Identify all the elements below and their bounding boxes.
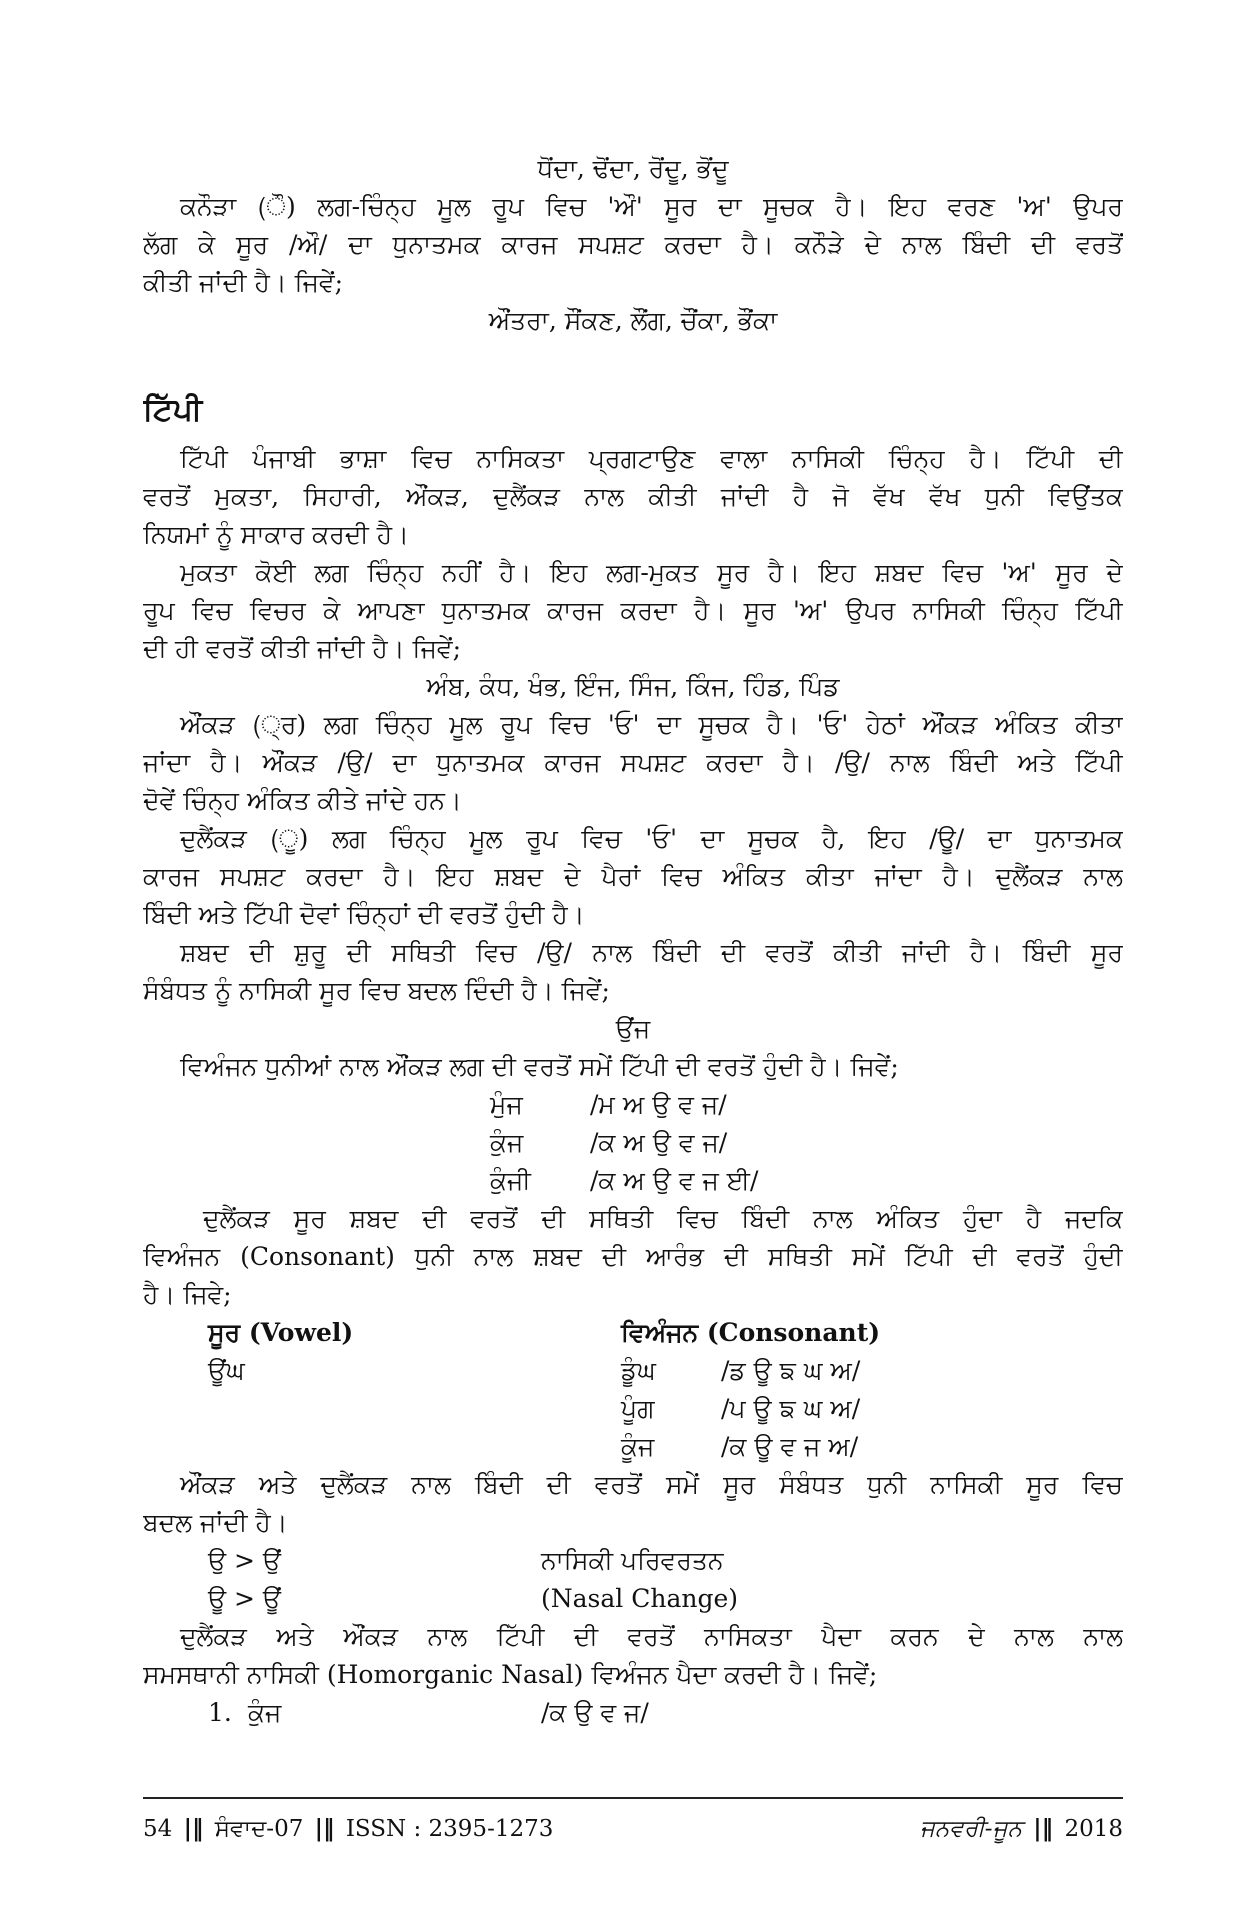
paragraph-line: ਸਮਸਥਾਨੀ ਨਾਸਿਕੀ (Homorganic Nasal) ਵਿਅੰਜਨ ਪੈਦਾ ਕਰਦੀ ਹੈ। ਜਿਵੇਂ; [143,1660,878,1689]
paragraph-line: ਹੈ। ਜਿਵੇ; [143,1280,232,1309]
nasal-label: ਨਾਸਿਕੀ ਪਰਿਵਰਤਨ [541,1546,724,1575]
issn: ISSN : 2395-1273 [345,1816,554,1842]
footer-right [920,1812,1123,1846]
paragraph-line: ਨਿਯਮਾਂ ਨੂੰ ਸਾਕਾਰ ਕਰਦੀ ਹੈ। [143,520,409,549]
page-number: 54 [143,1816,173,1842]
separator: |‖ [183,1815,204,1842]
paragraph-line: ਔਂਕੜ ਅਤੇ ਦੁਲੈਂਕੜ ਨਾਲ ਬਿੰਦੀ ਦੀ ਵਰਤੋਂ ਸਮੇਂ ਸੂਰ ਸੰਬੰਧਤ ਧੁਨੀ ਨਾਸਿਕੀ ਸੂਰ ਵਿਚ [180,1470,1123,1499]
example-word: ਕੁੰਜੀ [490,1166,531,1195]
consonant-word: ਕੂੰਜ [621,1432,655,1461]
table-row [143,1352,1123,1390]
nasal-rule: ਊ > ਊਂ [208,1584,281,1613]
paragraph-line: ਦੀ ਹੀ ਵਰਤੋਂ ਕੀਤੀ ਜਾਂਦੀ ਹੈ। ਜਿਵੇਂ; [143,634,462,663]
paragraph-line: ਟਿੱਪੀ ਪੰਜਾਬੀ ਭਾਸ਼ਾ ਵਿਚ ਨਾਸਿਕਤਾ ਪ੍ਰਗਟਾਉਣ ਵਾਲਾ ਨਾਸਿਕੀ ਚਿੰਨ੍ਹ ਹੈ। ਟਿੱਪੀ ਦੀ [180,444,1123,473]
paragraph-line: ਸ਼ਬਦ ਦੀ ਸ਼ੁਰੂ ਦੀ ਸਥਿਤੀ ਵਿਚ /ਉ/ ਨਾਲ ਬਿੰਦੀ ਦੀ ਵਰਤੋਂ ਕੀਤੀ ਜਾਂਦੀ ਹੈ। ਬਿੰਦੀ ਸੂਰ [180,938,1123,967]
example-word: ਕੁੰਜ [490,1128,524,1157]
example-phonemes: /ਮ ਅ ਉ ਵ ਜ/ [590,1090,727,1119]
paragraph-line: ਵਿਅੰਜਨ (Consonant) ਧੁਨੀ ਨਾਲ ਸ਼ਬਦ ਦੀ ਆਰੰਭ ਦੀ ਸਥਿਤੀ ਸਮੇਂ ਟਿੱਪੀ ਦੀ ਵਰਤੋਂ ਹੁੰਦੀ [143,1242,1123,1271]
consonant-word: ਪੂੰਗ [621,1394,655,1423]
paragraph-line: ਵਰਤੋਂ ਮੁਕਤਾ, ਸਿਹਾਰੀ, ਔਂਕੜ, ਦੁਲੈਂਕੜ ਨਾਲ ਕੀਤੀ ਜਾਂਦੀ ਹੈ ਜੋ ਵੱਖ ਵੱਖ ਧੁਨੀ ਵਿਉਂਤਕ [143,482,1123,511]
paragraph-line: ਦੋਵੇਂ ਚਿੰਨ੍ਹ ਅੰਕਿਤ ਕੀਤੇ ਜਾਂਦੇ ਹਨ। [143,786,462,815]
table-row [143,1428,1123,1466]
example-word-unj: ਉਂਜ [615,1014,651,1043]
example-word: ਮੁੰਜ [490,1090,523,1119]
issue-period: ਜਨਵਰੀ-ਜੂਨ [919,1816,1022,1842]
consonant-column-header: ਵਿਅੰਜਨ (Consonant) [621,1318,881,1347]
journal-name: ਸੰਵਾਦ-07 [214,1816,304,1842]
section-heading-tippi: ਟਿੱਪੀ [143,392,203,428]
paragraph-line: ਵਿਅੰਜਨ ਧੁਨੀਆਂ ਨਾਲ ਔਂਕੜ ਲਗ ਦੀ ਵਰਤੋਂ ਸਮੇਂ ਟਿੱਪੀ ਦੀ ਵਰਤੋਂ ਹੁੰਦੀ ਹੈ। ਜਿਵੇਂ; [180,1052,899,1081]
example-phonemes: /ਕ ਅ ਉ ਵ ਜ ਈ/ [590,1166,759,1195]
paragraph-line: ਦੁਲੈਂਕੜ (ੂ) ਲਗ ਚਿੰਨ੍ਹ ਮੂਲ ਰੂਪ ਵਿਚ 'ਓ' ਦਾ ਸੂਚਕ ਹੈ, ਇਹ /ਊ/ ਦਾ ਧੁਨਾਤਮਕ [180,824,1123,853]
example-phonemes: /ਕ ਅ ਉ ਵ ਜ/ [590,1128,728,1157]
example-words-aunntra: ਔਂਤਰਾ, ਸੌਂਕਣ, ਲੌਂਗ, ਚੌਂਕਾ, ਭੌਂਕਾ [488,306,778,335]
paragraph-line: ਰੂਪ ਵਿਚ ਵਿਚਰ ਕੇ ਆਪਣਾ ਧੁਨਾਤਮਕ ਕਾਰਜ ਕਰਦਾ ਹੈ। ਸੂਰ 'ਅ' ਉਪਰ ਨਾਸਿਕੀ ਚਿੰਨ੍ਹ ਟਿੱਪੀ [143,596,1123,625]
paragraph-line: ਮੁਕਤਾ ਕੋਈ ਲਗ ਚਿੰਨ੍ਹ ਨਹੀਂ ਹੈ। ਇਹ ਲਗ-ਮੁਕਤ ਸੂਰ ਹੈ। ਇਹ ਸ਼ਬਦ ਵਿਚ 'ਅ' ਸੂਰ ਦੇ [180,558,1123,587]
example-word: ਕੁੰਜ [248,1698,282,1727]
footer-left [143,1812,553,1846]
consonant-phonemes: /ਪ ਊ ਙ ਘ ਅ/ [721,1394,861,1423]
vowel-example: ਊਂਘ [208,1356,245,1385]
vowel-column-header: ਸੂਰ (Vowel) [208,1318,354,1347]
paragraph-line: ਬਿੰਦੀ ਅਤੇ ਟਿੱਪੀ ਦੋਵਾਂ ਚਿੰਨ੍ਹਾਂ ਦੀ ਵਰਤੋਂ ਹੁੰਦੀ ਹੈ। [143,900,585,929]
item-number: 1. [208,1698,232,1727]
example-phonemes: /ਕ ਉ ਵ ਜ/ [541,1698,649,1727]
paragraph-line: ਕਨੌੜਾ (ੌ) ਲਗ-ਚਿੰਨ੍ਹ ਮੂਲ ਰੂਪ ਵਿਚ 'ਔ' ਸੂਰ ਦਾ ਸੂਚਕ ਹੈ। ਇਹ ਵਰਣ 'ਅ' ਉਪਰ [180,192,1123,221]
example-words-dhonda: ਧੋਂਦਾ, ਢੋਂਦਾ, ਰੋਂਦੂ, ਭੋਂਦੂ [537,154,729,183]
consonant-phonemes: /ਡ ਊ ਙ ਘ ਅ/ [721,1356,861,1385]
nasal-rule: ਉ > ਉਂ [208,1546,281,1575]
table-row [143,1390,1123,1428]
example-row [143,1124,1123,1162]
table-header-row [143,1314,1123,1352]
paragraph-line: ਦੁਲੈਂਕੜ ਅਤੇ ਔਂਕੜ ਨਾਲ ਟਿੱਪੀ ਦੀ ਵਰਤੋਂ ਨਾਸਿਕਤਾ ਪੈਦਾ ਕਰਨ ਦੇ ਨਾਲ ਨਾਲ [180,1622,1123,1651]
example-row [143,1086,1123,1124]
paragraph-line: ਕੀਤੀ ਜਾਂਦੀ ਹੈ। ਜਿਵੇਂ; [143,268,344,297]
year: 2018 [1064,1816,1123,1842]
paragraph-line: ਜਾਂਦਾ ਹੈ। ਔਂਕੜ /ਉ/ ਦਾ ਧੁਨਾਤਮਕ ਕਾਰਜ ਸਪਸ਼ਟ ਕਰਦਾ ਹੈ। /ਉ/ ਨਾਲ ਬਿੰਦੀ ਅਤੇ ਟਿੱਪੀ [143,748,1123,777]
example-row [143,1162,1123,1200]
paragraph-line: ਦੁਲੈਂਕੜ ਸੂਰ ਸ਼ਬਦ ਦੀ ਵਰਤੋਂ ਦੀ ਸਥਿਤੀ ਵਿਚ ਬਿੰਦੀ ਨਾਲ ਅੰਕਿਤ ਹੁੰਦਾ ਹੈ ਜਦਕਿ [203,1204,1123,1233]
paragraph-line: ਬਦਲ ਜਾਂਦੀ ਹੈ। [143,1508,288,1537]
paragraph-line: ਔਂਕੜ (੍ਰ) ਲਗ ਚਿੰਨ੍ਹ ਮੂਲ ਰੂਪ ਵਿਚ 'ਓ' ਦਾ ਸੂਚਕ ਹੈ। 'ਓ' ਹੇਠਾਂ ਔਂਕੜ ਅੰਕਿਤ ਕੀਤਾ [180,710,1123,739]
separator: |‖ [1033,1815,1054,1842]
consonant-phonemes: /ਕ ਊ ਵ ਜ ਅ/ [721,1432,859,1461]
consonant-word: ਡੂੰਘ [621,1356,656,1385]
separator: |‖ [314,1815,335,1842]
nasal-change-row [143,1542,1123,1580]
paragraph-line: ਲੱਗ ਕੇ ਸੂਰ /ਔ/ ਦਾ ਧੁਨਾਤਮਕ ਕਾਰਜ ਸਪਸ਼ਟ ਕਰਦਾ ਹੈ। ਕਨੌੜੇ ਦੇ ਨਾਲ ਬਿੰਦੀ ਦੀ ਵਰਤੋਂ [143,230,1123,259]
example-words-amb: ਅੰਬ, ਕੰਧ, ਖੰਭ, ਇੰਜ, ਸਿੰਜ, ਕਿੰਜ, ਹਿੰਡ, ਪਿੰਡ [426,672,840,701]
paragraph-line: ਸੰਬੰਧਤ ਨੂੰ ਨਾਸਿਕੀ ਸੂਰ ਵਿਚ ਬਦਲ ਦਿੰਦੀ ਹੈ। ਜਿਵੇਂ; [143,976,610,1005]
footer-divider [143,1797,1123,1799]
nasal-label: (Nasal Change) [541,1584,738,1613]
page-footer [143,1812,1123,1846]
paragraph-line: ਕਾਰਜ ਸਪਸ਼ਟ ਕਰਦਾ ਹੈ। ਇਹ ਸ਼ਬਦ ਦੇ ਪੈਰਾਂ ਵਿਚ ਅੰਕਿਤ ਕੀਤਾ ਜਾਂਦਾ ਹੈ। ਦੁਲੈਂਕੜ ਨਾਲ [143,862,1123,891]
numbered-example [143,1694,1123,1732]
nasal-change-row [143,1580,1123,1618]
